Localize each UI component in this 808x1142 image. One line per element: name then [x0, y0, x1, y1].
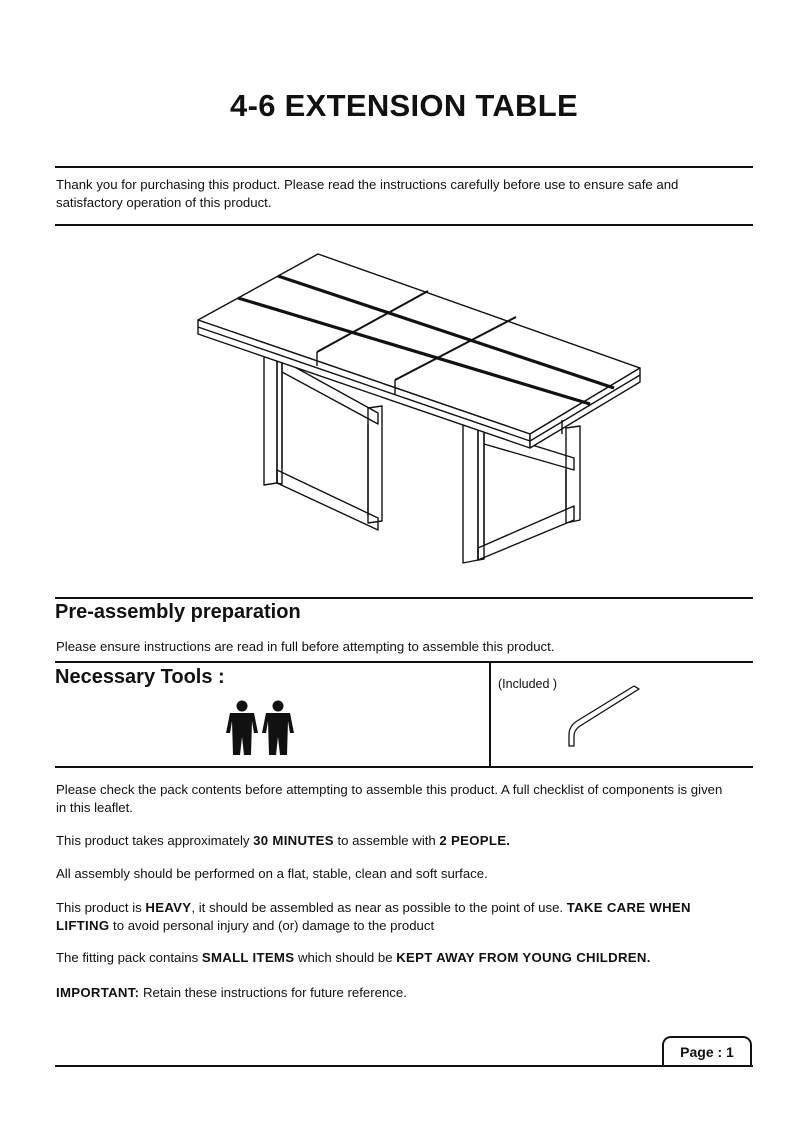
title-divider — [55, 166, 753, 168]
tools-column-divider — [489, 662, 491, 767]
small-text-2: which should be — [294, 950, 397, 965]
assembly-time-note — [56, 832, 746, 850]
important-keyword: IMPORTANT: — [56, 985, 140, 1000]
tools-heading: Necessary Tools : — [55, 666, 225, 688]
time-text-1: This product takes approximately — [56, 833, 254, 848]
time-people: 2 PEOPLE. — [439, 833, 511, 848]
time-duration: 30 MINUTES — [253, 833, 334, 848]
important-note — [56, 984, 407, 1002]
tools-bottom-divider — [55, 766, 753, 768]
left-leg-back-post — [368, 406, 382, 523]
children-warning: KEPT AWAY FROM YOUNG CHILDREN. — [396, 950, 651, 965]
heavy-keyword: HEAVY — [145, 900, 192, 915]
heavy-text-1: This product is — [56, 900, 146, 915]
right-leg-front-post — [463, 423, 478, 563]
preassembly-heading: Pre-assembly preparation — [55, 601, 301, 623]
small-items-keyword: SMALL ITEMS — [201, 950, 295, 965]
pack-check-note: Please check the pack contents before attempting to assemble this product. A full checklist of components is given in this leaflet. — [56, 782, 723, 815]
intro-divider — [55, 224, 753, 226]
footer-divider — [55, 1065, 753, 1067]
heavy-text-2: , it should be assembled as near as possible to the point of use. — [191, 900, 567, 915]
surface-note: All assembly should be performed on a flat, stable, clean and soft surface. — [56, 866, 488, 881]
small-text-1: The fitting pack contains — [56, 950, 202, 965]
extension-table-illustration — [190, 248, 650, 568]
page-number-tab — [662, 1036, 752, 1066]
two-people-icon — [222, 700, 300, 756]
heavy-note — [56, 899, 716, 935]
included-label: (Included ) — [498, 677, 558, 691]
left-leg-bottom-rail — [277, 470, 378, 530]
heavy-text-3: to avoid personal injury and (or) damage to the product — [109, 918, 435, 933]
important-text: Retain these instructions for future reference. — [139, 985, 407, 1000]
small-items-note — [56, 949, 756, 967]
left-leg-front-post — [264, 353, 277, 485]
take-care-warning: TAKE CARE WHEN LIFTING — [56, 900, 691, 933]
page-title: 4-6 EXTENSION TABLE — [230, 88, 578, 123]
section-divider-preassembly — [55, 597, 753, 599]
page-number: Page : 1 — [680, 1044, 734, 1060]
tools-top-divider — [55, 661, 753, 663]
time-text-2: to assemble with — [333, 833, 440, 848]
intro-text: Thank you for purchasing this product. Please read the instructions carefully before use to ensure safe and satisfactory operation of this product. — [56, 177, 679, 210]
preassembly-text: Please ensure instructions are read in full before attempting to assemble this product. — [56, 639, 555, 654]
right-leg-bottom-rail — [478, 506, 574, 560]
allen-key-icon — [560, 682, 644, 752]
